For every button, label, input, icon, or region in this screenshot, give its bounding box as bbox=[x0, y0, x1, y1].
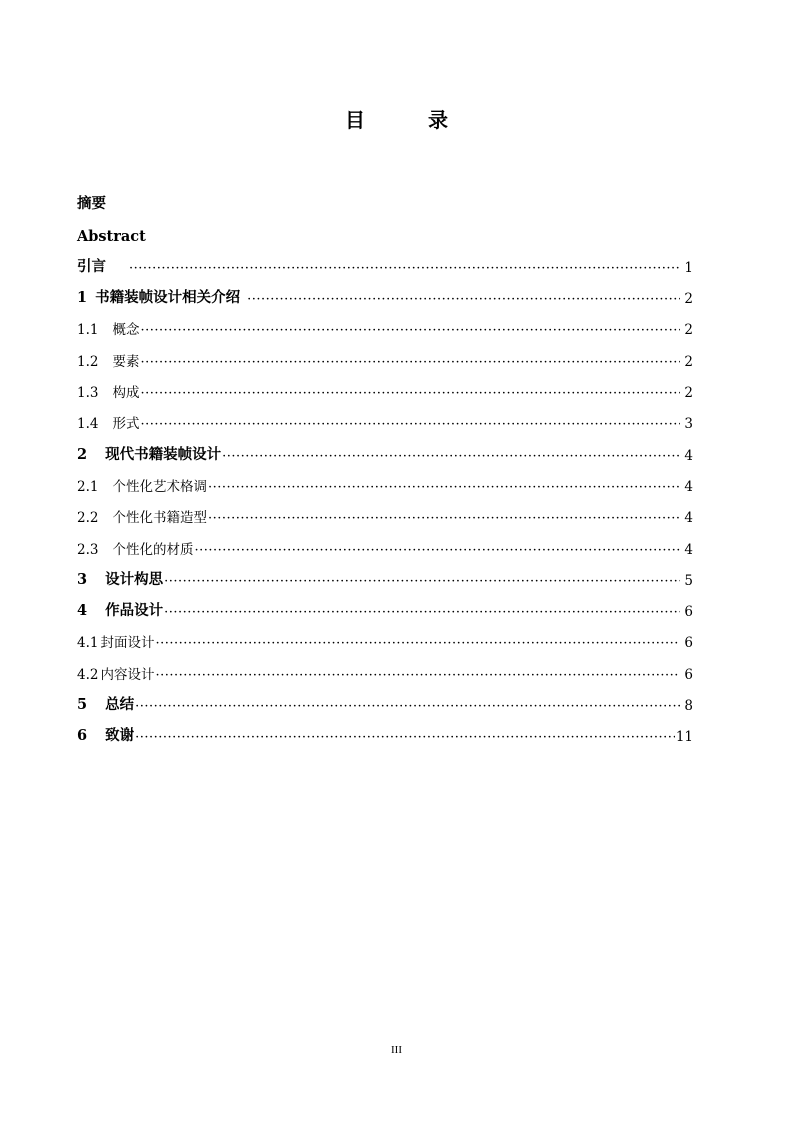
toc-entry-page: 4 bbox=[684, 510, 693, 527]
toc-entry-text: 设计构思 bbox=[105, 570, 164, 588]
toc-entry-page: 11 bbox=[675, 729, 693, 746]
toc-entry-number: 2.3 bbox=[77, 541, 99, 558]
toc-entry-number: 2.1 bbox=[77, 478, 99, 495]
toc-entry-text: 致谢 bbox=[105, 727, 135, 745]
toc-entry-text: 个性化书籍造型 bbox=[112, 510, 207, 527]
toc-entry-label bbox=[77, 192, 106, 213]
toc-entry-text: 形式 bbox=[112, 416, 140, 433]
toc-entry-label bbox=[77, 412, 139, 432]
toc-entry-label bbox=[77, 631, 154, 651]
toc-entry-label bbox=[77, 350, 139, 370]
toc-entry[interactable] bbox=[77, 683, 693, 714]
toc-entry[interactable] bbox=[77, 338, 693, 369]
toc-entry-label bbox=[77, 286, 246, 307]
toc-entry-text: Abstract bbox=[77, 227, 146, 245]
toc-entry-number: 1 bbox=[77, 289, 88, 307]
toc-entry-number: 2.2 bbox=[77, 510, 99, 527]
toc-leader-dots bbox=[140, 386, 680, 401]
toc-entry-number: 4 bbox=[77, 602, 88, 620]
toc-entry-label bbox=[77, 318, 139, 338]
toc-leader-dots bbox=[222, 449, 680, 464]
toc-entry[interactable] bbox=[77, 307, 693, 338]
toc-entry-text: 摘要 bbox=[77, 195, 106, 213]
toc-entry-text: 书籍装帧设计相关介绍 bbox=[95, 289, 241, 307]
toc-entry-text: 现代书籍装帧设计 bbox=[105, 445, 222, 463]
toc-entry[interactable] bbox=[77, 651, 693, 682]
toc-leader-dots bbox=[164, 605, 680, 620]
toc-entry-page: 6 bbox=[684, 604, 693, 621]
page-number: III bbox=[391, 1044, 402, 1056]
toc-leader-dots bbox=[164, 574, 680, 589]
toc-entry-page: 4 bbox=[684, 541, 693, 558]
toc-entry-text: 内容设计 bbox=[100, 666, 155, 683]
toc-entry[interactable] bbox=[77, 464, 693, 495]
toc-entry[interactable] bbox=[77, 526, 693, 557]
toc-entry[interactable] bbox=[77, 432, 693, 463]
toc-entry[interactable] bbox=[77, 620, 693, 651]
toc-entry[interactable] bbox=[77, 714, 693, 745]
toc-entry-page: 6 bbox=[684, 666, 693, 683]
toc-entry-text: 构成 bbox=[112, 385, 140, 402]
toc-entry[interactable] bbox=[77, 370, 693, 401]
toc-entry-page: 2 bbox=[684, 353, 693, 370]
toc-entry-page: 4 bbox=[684, 447, 693, 464]
toc-entry-page: 6 bbox=[684, 635, 693, 652]
toc-leader-dots bbox=[140, 417, 680, 432]
toc-entry-number: 4.1 bbox=[77, 635, 99, 652]
toc-leader-dots bbox=[247, 292, 680, 307]
toc-entry-number: 6 bbox=[77, 727, 88, 745]
toc-leader-dots bbox=[140, 355, 680, 370]
toc-entry-number: 4.2 bbox=[77, 666, 99, 683]
toc-leader-dots bbox=[155, 668, 680, 683]
toc-leader-dots bbox=[129, 261, 680, 276]
toc-entry-label bbox=[77, 568, 163, 589]
toc-entry-page: 2 bbox=[684, 291, 693, 308]
toc-entry[interactable] bbox=[77, 495, 693, 526]
toc-entry-number: 1.4 bbox=[77, 416, 99, 433]
toc-title: 目 录 bbox=[345, 108, 476, 132]
toc-entry-text: 作品设计 bbox=[105, 602, 164, 620]
toc-leader-dots bbox=[208, 511, 680, 526]
toc-entry-text: 封面设计 bbox=[100, 635, 155, 652]
toc-entry[interactable] bbox=[77, 245, 693, 276]
toc-entry-number: 5 bbox=[77, 696, 88, 714]
toc-entry-page: 4 bbox=[684, 478, 693, 495]
toc-entry-number: 1.1 bbox=[77, 322, 99, 339]
toc-entry-text: 引言 bbox=[77, 257, 106, 275]
toc-entry-label bbox=[77, 599, 163, 620]
toc-entry-label bbox=[77, 255, 128, 276]
toc-entry[interactable] bbox=[77, 558, 693, 589]
toc-leader-dots bbox=[140, 323, 680, 338]
toc-entry-number: 2 bbox=[77, 445, 88, 463]
toc-leader-dots bbox=[208, 480, 680, 495]
toc-entry[interactable] bbox=[77, 213, 693, 244]
toc-entry-page: 1 bbox=[684, 259, 693, 276]
toc-entry-label bbox=[77, 475, 207, 495]
toc-entry-label bbox=[77, 228, 146, 245]
toc-entry-label bbox=[77, 381, 139, 401]
toc-entry-number: 1.3 bbox=[77, 385, 99, 402]
toc-entry-text: 总结 bbox=[105, 696, 135, 714]
toc-entry-page: 5 bbox=[684, 572, 693, 589]
toc-entry-label bbox=[77, 663, 154, 683]
toc-entry[interactable] bbox=[77, 401, 693, 432]
toc-entry-text: 个性化艺术格调 bbox=[112, 478, 207, 495]
toc-leader-dots bbox=[135, 730, 675, 745]
toc-entry-label bbox=[77, 443, 221, 464]
toc-entry-page: 8 bbox=[684, 698, 693, 715]
toc-entry-label bbox=[77, 538, 193, 558]
toc-entry-page: 3 bbox=[684, 416, 693, 433]
toc-entry-number: 1.2 bbox=[77, 353, 99, 370]
toc-entry-page: 2 bbox=[684, 322, 693, 339]
toc-leader-dots bbox=[135, 699, 680, 714]
toc-entry-text: 个性化的材质 bbox=[112, 541, 194, 558]
table-of-contents bbox=[77, 182, 693, 745]
toc-entry[interactable] bbox=[77, 182, 693, 213]
toc-entry-text: 要素 bbox=[112, 353, 140, 370]
toc-entry-label bbox=[77, 693, 134, 714]
toc-leader-dots bbox=[194, 543, 680, 558]
toc-entry-number: 3 bbox=[77, 570, 88, 588]
toc-leader-dots bbox=[155, 636, 680, 651]
toc-entry-page: 2 bbox=[684, 385, 693, 402]
toc-entry[interactable] bbox=[77, 589, 693, 620]
toc-entry[interactable] bbox=[77, 276, 693, 307]
toc-entry-label bbox=[77, 506, 207, 526]
toc-entry-text: 概念 bbox=[112, 322, 140, 339]
toc-entry-label bbox=[77, 724, 134, 745]
